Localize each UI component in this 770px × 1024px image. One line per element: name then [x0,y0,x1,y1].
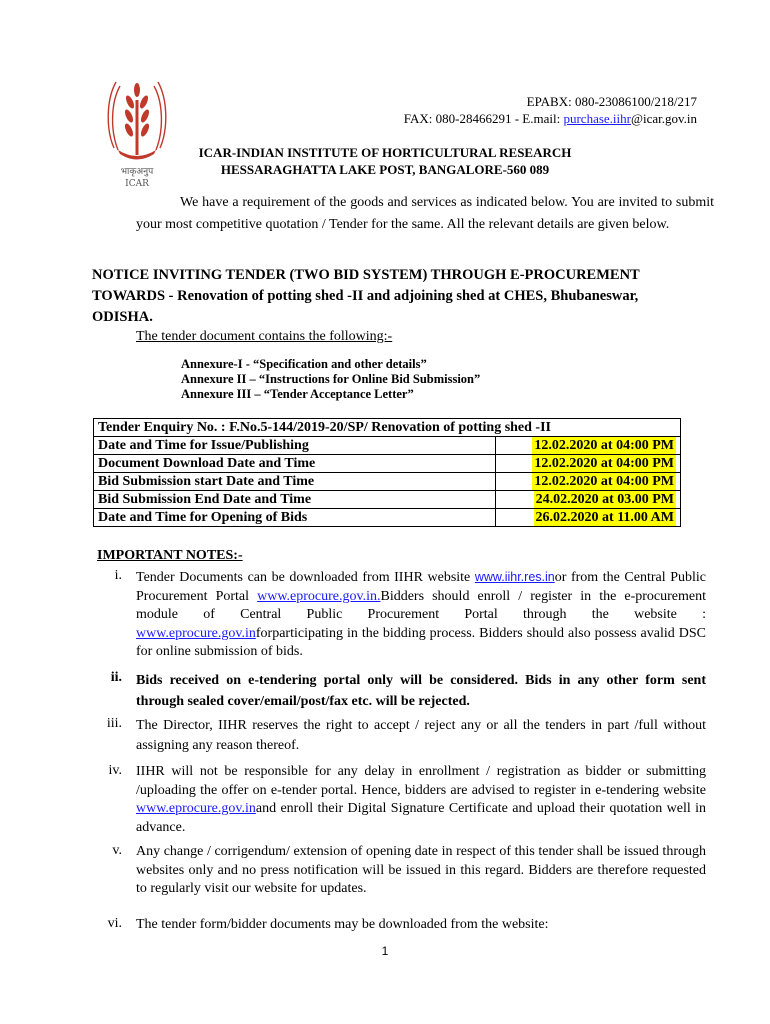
email-domain: @icar.gov.in [630,111,697,126]
fax-email-line [404,110,697,127]
row-label: Bid Submission End Date and Time [94,491,496,509]
tender-enquiry-number: Tender Enquiry No. : F.No.5-144/2019-20/SP/ Renovation of potting shed -II [94,419,681,437]
table-row [94,437,681,455]
svg-text:ICAR: ICAR [125,179,149,189]
note-item-3: The Director, IIHR reserves the right to accept / reject any or all the tenders in part /full without assigning any reason thereof. [136,718,706,753]
note-item-5: Any change / corrigendum/ extension of opening date in respect of this tender shall be issued through websites only and no press notification will be issued in this regard. Bidders are therefore requested to regularly visit our website for updates. [136,844,706,896]
row-label: Date and Time for Opening of Bids [94,509,496,527]
note-item-4 [136,763,706,837]
note-number: iii. [106,716,122,731]
table-row [94,491,681,509]
svg-text:भाकृअनुप: भाकृअनुप [120,167,154,177]
contains-label: The tender document contains the following:- [136,329,393,344]
tender-schedule-table [93,418,681,527]
institute-name: ICAR-INDIAN INSTITUTE OF HORTICULTURAL RESEARCH [198,145,572,160]
epabx-line: EPABX: 080-23086100/218/217 [526,94,697,109]
note-number: i. [114,568,122,583]
fax-text: FAX: 080-28466291 - E.mail: [403,111,564,126]
note-text: or from the Central Public Procurement Portal [136,570,706,604]
note-item-1 [136,568,706,662]
annexure-list [181,357,480,402]
row-date: 26.02.2020 at 11.00 AM [535,510,674,525]
row-label: Date and Time for Issue/Publishing [94,437,496,455]
note-text: IIHR will not be responsible for any delay in enrollment / registration as bidder or submitting /uploading the offer on e-tender portal. Hence, bidders are advised to register in e-tendering website [136,764,706,798]
row-date: 12.02.2020 at 04:00 PM [534,474,674,489]
page-number: 1 [381,944,389,958]
note-text: and enroll their Digital Signature Certificate and upload their quotation well in advance. [136,801,706,835]
row-date: 24.02.2020 at 03.00 PM [535,492,674,507]
note-text: Tender Documents can be downloaded from IIHR website [136,570,475,585]
note-number: vi. [107,916,122,931]
email-link[interactable]: purchase.iihr [563,111,631,126]
important-notes-title: IMPORTANT NOTES:- [97,548,243,563]
table-row [94,455,681,473]
note-number: iv. [108,763,122,778]
notice-heading [92,265,712,328]
eprocure-link[interactable]: www.eprocure.gov.in [136,625,256,641]
institute-address: HESSARAGHATTA LAKE POST, BANGALORE-560 089 [220,162,550,177]
note-text: Bidders should enroll / register in the e-procurement module of Central Public Procurement Portal through the website : [136,588,706,622]
eprocure-link[interactable]: www.eprocure.gov.in. [257,588,381,604]
table-row [94,509,681,527]
notice-line-2: TOWARDS - Renovation of potting shed -II and adjoining shed at CHES, Bhubaneswar, [92,288,639,304]
annexure-item: Annexure III – “Tender Acceptance Letter” [181,387,414,401]
annexure-item: Annexure II – “Instructions for Online Bid Submission” [181,372,481,386]
row-date: 12.02.2020 at 04:00 PM [534,438,674,453]
row-label: Bid Submission start Date and Time [94,473,496,491]
note-item-2: Bids received on e-tendering portal only will be considered. Bids in any other form sent through sealed cover/email/post/fax etc. will be rejected. [136,673,706,709]
note-text: forparticipating in the bidding process. Bidders should also possess avalid DSC for online submission of bids. [136,625,706,659]
eprocure-link[interactable]: www.eprocure.gov.in [136,801,256,816]
table-row [94,473,681,491]
note-item-6: The tender form/bidder documents may be downloaded from the website: [136,917,549,932]
row-date: 12.02.2020 at 04:00 PM [534,456,674,471]
notice-line-1: NOTICE INVITING TENDER (TWO BID SYSTEM) THROUGH E-PROCUREMENT [92,267,640,283]
iihr-website-link[interactable]: www.iihr.res.in [474,570,555,584]
row-label: Document Download Date and Time [94,455,496,473]
note-number: ii. [110,670,122,685]
notice-line-3: ODISHA. [92,309,153,325]
annexure-item: Annexure-I - “Specification and other details” [181,357,427,371]
table-header-row [94,419,681,437]
note-number: v. [112,843,122,858]
intro-paragraph: We have a requirement of the goods and services as indicated below. You are invited to submit your most competitive quotation / Tender for the same. All the relevant details are given below. [136,195,714,232]
